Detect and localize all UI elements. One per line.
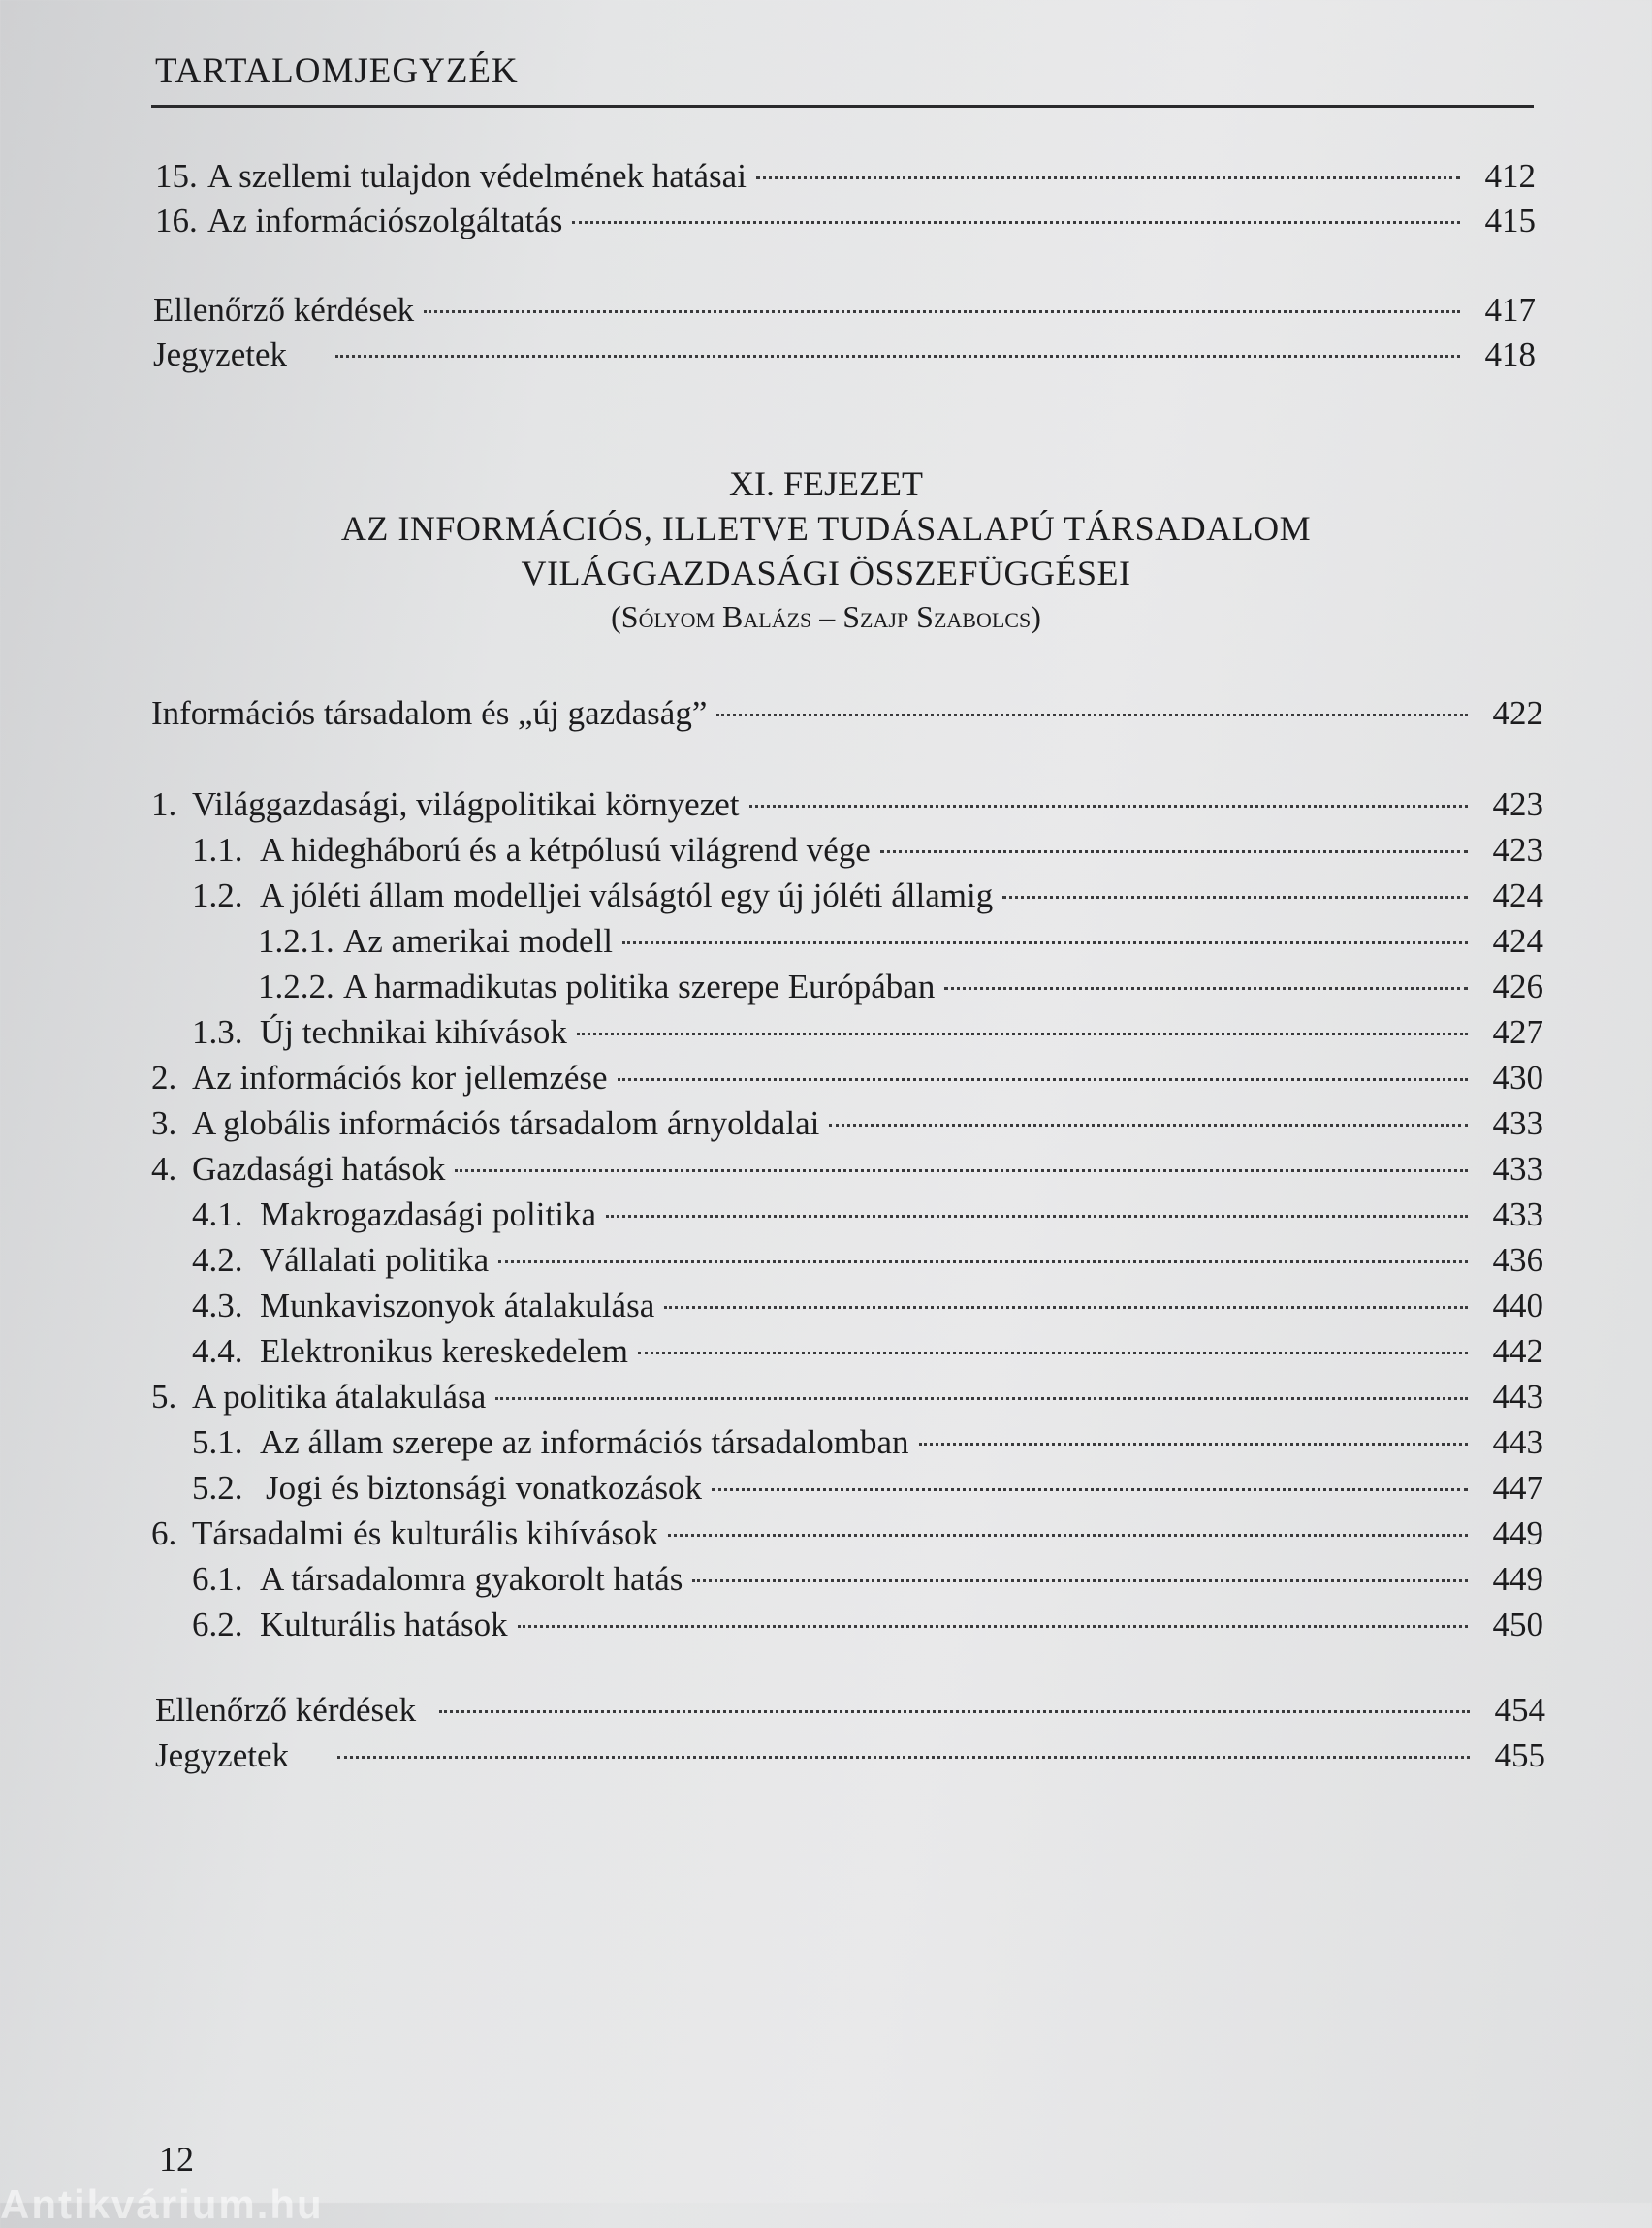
entry-label: A szellemi tulajdon védelmének hatásai (207, 157, 747, 195)
entry-page: 454 (1494, 1691, 1545, 1729)
toc-entry (258, 966, 1543, 1008)
entry-page: 443 (1492, 1378, 1543, 1416)
dot-leader (618, 1078, 1468, 1081)
toc-entry (155, 200, 1536, 242)
entry-page: 424 (1492, 876, 1543, 914)
entry-page: 415 (1484, 202, 1536, 239)
entry-page: 427 (1492, 1013, 1543, 1051)
dot-leader (577, 1033, 1468, 1035)
entry-label: Társadalmi és kulturális kihívások (192, 1514, 659, 1552)
toc-review-entry (153, 289, 1536, 332)
entry-page: 430 (1492, 1059, 1543, 1097)
watermark: Antikvárium.hu (0, 2181, 324, 2227)
entry-page: 433 (1492, 1104, 1543, 1142)
entry-number: 1.3. (192, 1013, 243, 1051)
toc-entry (192, 1239, 1543, 1282)
dot-leader (664, 1306, 1468, 1309)
toc-entry (258, 920, 1543, 963)
dot-leader (919, 1443, 1468, 1446)
dot-leader (622, 941, 1468, 944)
entry-label: Az állam szerepe az információs társadalomban (260, 1423, 909, 1461)
toc-entry (192, 1285, 1543, 1327)
toc-entry (151, 1376, 1543, 1418)
entry-page: 433 (1492, 1195, 1543, 1233)
entry-label: A politika átalakulása (192, 1378, 487, 1416)
entry-label: Az információszolgáltatás (207, 202, 563, 239)
toc-entry (151, 1148, 1543, 1191)
entry-label: Gazdasági hatások (192, 1150, 446, 1188)
dot-leader (439, 1710, 1470, 1713)
dot-leader (335, 355, 1460, 358)
dot-leader (498, 1260, 1468, 1263)
entry-number: 6.1. (192, 1560, 243, 1598)
entry-number: 1.1. (192, 831, 243, 869)
entry-label: Elektronikus kereskedelem (260, 1332, 629, 1370)
header-rule (151, 105, 1534, 108)
toc-notes-entry (155, 1735, 1545, 1777)
entry-label: Az információs kor jellemzése (192, 1059, 608, 1097)
entry-label: A globális információs társadalom árnyoldalai (192, 1104, 820, 1142)
entry-page: 447 (1492, 1469, 1543, 1507)
chapter-title-line-1: AZ INFORMÁCIÓS, ILLETVE TUDÁSALAPÚ TÁRSADALOM (340, 509, 1312, 548)
dot-leader (668, 1534, 1468, 1537)
entry-label: A társadalomra gyakorolt hatás (260, 1560, 683, 1598)
toc-entry (192, 1011, 1543, 1054)
entry-number: 1. (151, 785, 177, 823)
toc-entry (155, 155, 1536, 198)
dot-leader (455, 1169, 1468, 1172)
entry-number: 1.2.2. (258, 968, 334, 1005)
dot-leader (518, 1625, 1468, 1628)
entry-page: 424 (1492, 922, 1543, 960)
entry-number: 4.2. (192, 1241, 243, 1279)
entry-number: 1.2. (192, 876, 243, 914)
dot-leader (424, 310, 1460, 313)
toc-entry (151, 1057, 1543, 1099)
entry-number: 4.1. (192, 1195, 243, 1233)
toc-entry (192, 1421, 1543, 1464)
dot-leader (749, 805, 1468, 808)
toc-entry (192, 1467, 1543, 1510)
toc-review-entry (155, 1689, 1545, 1732)
entry-label: Vállalati politika (260, 1241, 490, 1279)
entry-label: Jogi és biztonsági vonatkozások (266, 1469, 703, 1507)
entry-number: 6.2. (192, 1606, 243, 1643)
entry-label: Ellenőrző kérdések (153, 291, 415, 329)
entry-label: A harmadikutas politika szerepe Európában (343, 968, 936, 1005)
dot-leader (944, 987, 1468, 990)
entry-page: 443 (1492, 1423, 1543, 1461)
toc-entry (192, 1194, 1543, 1236)
entry-label: Jegyzetek (155, 1736, 289, 1774)
toc-entry (192, 1604, 1543, 1646)
page-number: 12 (159, 2140, 194, 2179)
entry-page: 426 (1492, 968, 1543, 1005)
toc-entry (151, 783, 1543, 826)
entry-page: 442 (1492, 1332, 1543, 1370)
running-title: TARTALOMJEGYZÉK (155, 51, 519, 91)
toc-entry (192, 829, 1543, 872)
entry-label: Új technikai kihívások (260, 1013, 567, 1051)
dot-leader (572, 221, 1460, 224)
toc-intro-entry (151, 692, 1543, 735)
entry-page: 436 (1492, 1241, 1543, 1279)
entry-label: Munkaviszonyok átalakulása (260, 1287, 655, 1324)
dot-leader (1002, 896, 1468, 899)
dot-leader (337, 1756, 1470, 1759)
entry-page: 433 (1492, 1150, 1543, 1188)
entry-number: 3. (151, 1104, 177, 1142)
dot-leader (692, 1579, 1468, 1582)
entry-label: Jegyzetek (153, 335, 287, 373)
chapter-number: XI. FEJEZET (729, 464, 923, 503)
entry-number: 5. (151, 1378, 177, 1416)
entry-page: 423 (1492, 785, 1543, 823)
chapter-title-line-2: VILÁGGAZDASÁGI ÖSSZEFÜGGÉSEI (521, 554, 1131, 592)
dot-leader (495, 1397, 1468, 1400)
entry-number: 16. (155, 202, 198, 239)
entry-label: Makrogazdasági politika (260, 1195, 596, 1233)
entry-page: 440 (1492, 1287, 1543, 1324)
dot-leader (712, 1488, 1468, 1491)
entry-number: 1.2.1. (258, 922, 334, 960)
dot-leader (638, 1352, 1468, 1354)
entry-page: 418 (1484, 335, 1536, 373)
entry-page: 423 (1492, 831, 1543, 869)
entry-number: 4.4. (192, 1332, 243, 1370)
entry-page: 450 (1492, 1606, 1543, 1643)
entry-label: A hidegháború és a kétpólusú világrend vége (260, 831, 871, 869)
dot-leader (606, 1215, 1468, 1218)
entry-label: Ellenőrző kérdések (155, 1691, 417, 1729)
entry-page: 417 (1484, 291, 1536, 329)
dot-leader (716, 714, 1468, 716)
chapter-authors: (Sólyom Balázs – Szajp Szabolcs) (611, 599, 1041, 634)
toc-entry (192, 1330, 1543, 1373)
entry-number: 4.3. (192, 1287, 243, 1324)
entry-number: 5.1. (192, 1423, 243, 1461)
toc-entry (192, 875, 1543, 917)
dot-leader (829, 1124, 1468, 1127)
dot-leader (880, 850, 1468, 853)
toc-notes-entry (153, 334, 1536, 376)
toc-entry (151, 1512, 1543, 1555)
entry-page: 449 (1492, 1514, 1543, 1552)
entry-number: 6. (151, 1514, 177, 1552)
entry-number: 15. (155, 157, 198, 195)
entry-label: A jóléti állam modelljei válságtól egy új jóléti államig (260, 876, 994, 914)
entry-label: Világgazdasági, világpolitikai környezet (192, 785, 740, 823)
entry-page: 412 (1484, 157, 1536, 195)
entry-label: Az amerikai modell (343, 922, 613, 960)
entry-page: 422 (1492, 694, 1543, 732)
entry-number: 5.2. (192, 1469, 243, 1507)
entry-page: 449 (1492, 1560, 1543, 1598)
entry-page: 455 (1494, 1736, 1545, 1774)
entry-label: Kulturális hatások (260, 1606, 508, 1643)
dot-leader (756, 176, 1460, 179)
entry-number: 4. (151, 1150, 177, 1188)
toc-entry (192, 1558, 1543, 1601)
entry-label: Információs társadalom és „új gazdaság” (151, 694, 708, 732)
toc-entry (151, 1102, 1543, 1145)
entry-number: 2. (151, 1059, 177, 1097)
